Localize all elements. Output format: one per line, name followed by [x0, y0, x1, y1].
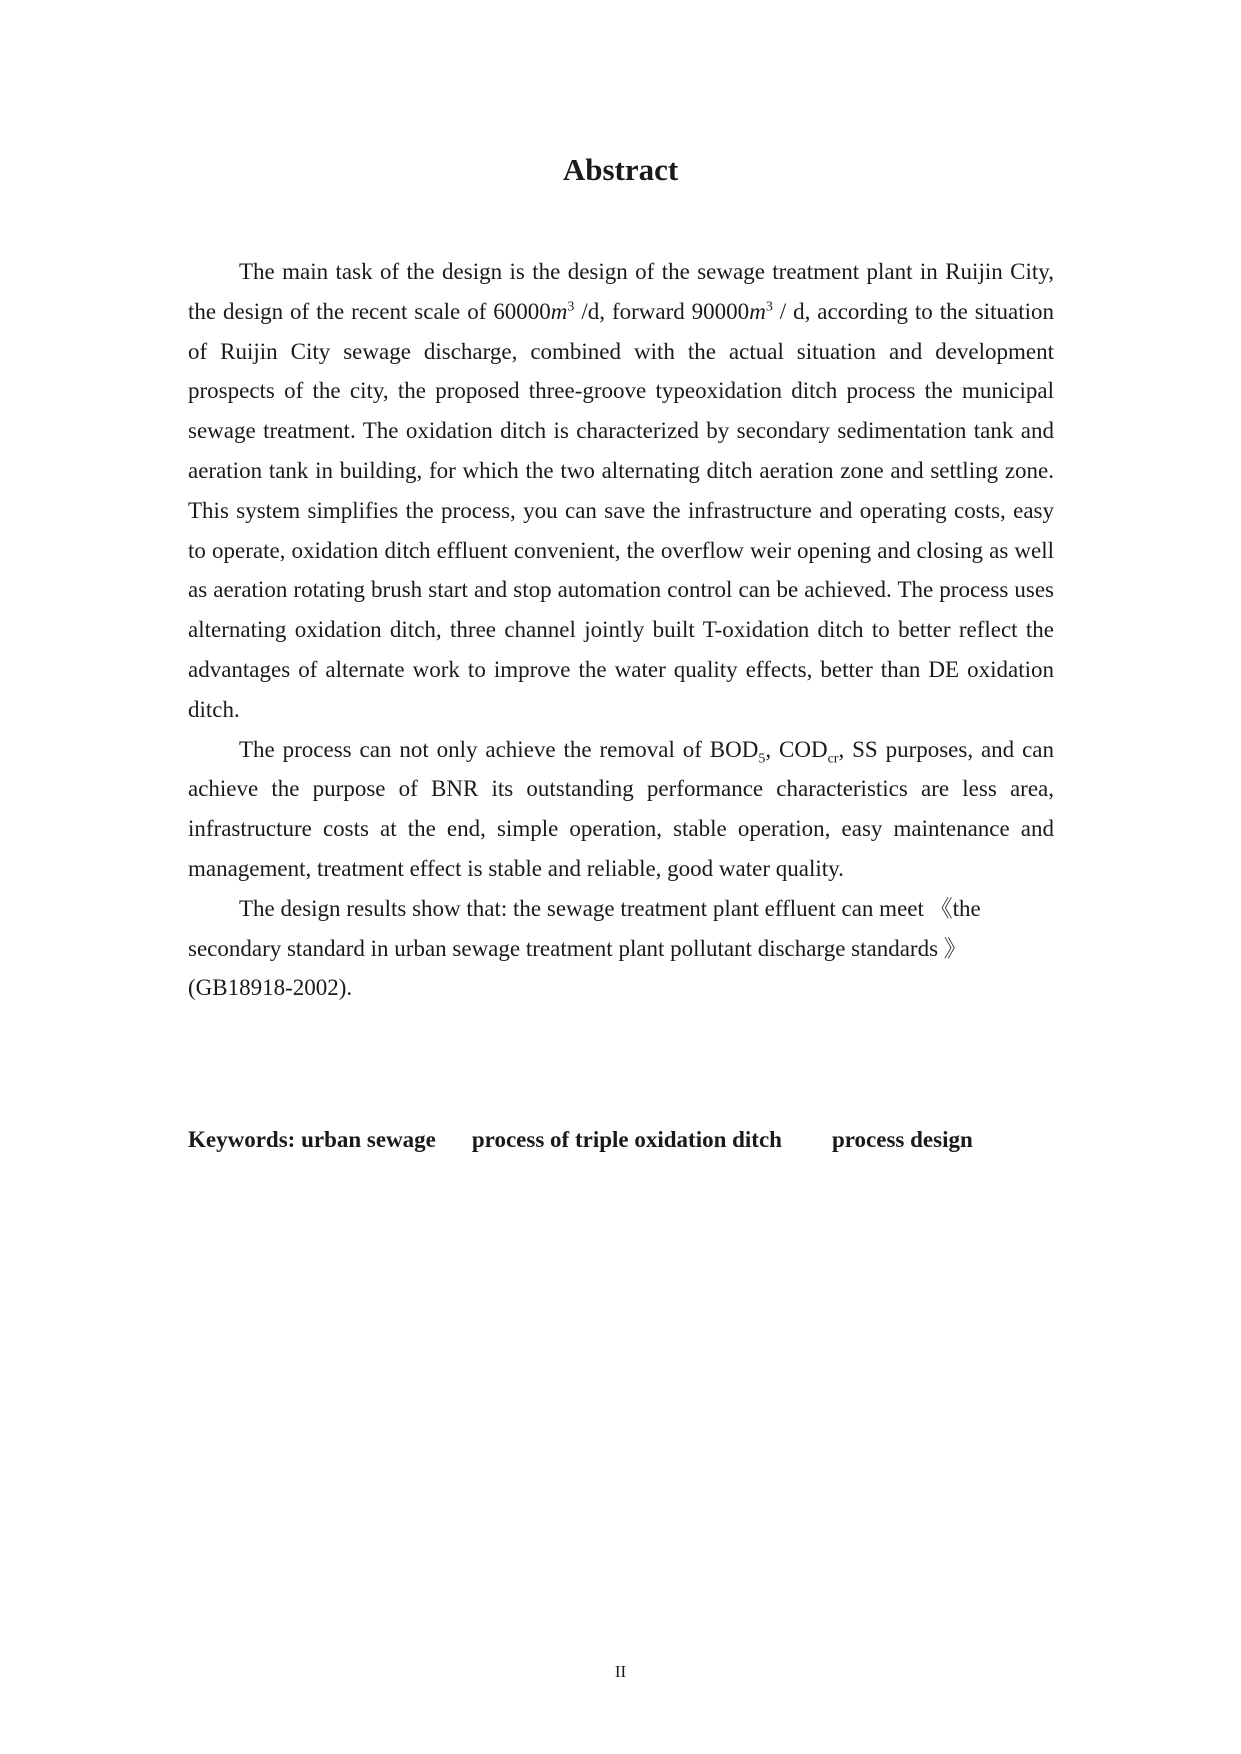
abstract-paragraph-2: [188, 730, 1054, 889]
cod-subscript: cr: [827, 751, 839, 767]
keyword-item: process of triple oxidation ditch: [471, 1127, 782, 1152]
p2-text-start: The process can not only achieve the removal of BOD: [239, 736, 759, 762]
abstract-paragraph-3: The design results show that: the sewage treatment plant effluent can meet 《the secondary standard in urban sewage treatment plant pollutant discharge standards 》 (GB18918-2002).: [188, 895, 981, 1001]
page-number: II: [614, 1662, 627, 1681]
p2-text-mid: , COD: [765, 736, 828, 762]
p1-text-end: / d, according to the situation of Ruijin City sewage discharge, combined with the actual situation and development prospects of the city, the proposed three-groove typeoxidation ditch process the municipal sewage treatment. The oxidation ditch is characterized by secondary sedimentation tank and aeration tank in building, for which the two alternating ditch aeration zone and settling zone. This system simplifies the process, you can save the infrastructure and operating costs, easy to operate, oxidation ditch effluent convenient, the overflow weir opening and closing as well as aeration rotating brush start and stop automation control can be achieved. The process uses alternating oxidation ditch, three channel jointly built T-oxidation ditch to better reflect the advantages of alternate work to improve the water quality effects, better than DE oxidation ditch.: [188, 298, 1054, 722]
keywords-label: Keywords:: [188, 1127, 296, 1152]
bod-subscript: 5: [758, 751, 766, 767]
p1-text-start: The main task of the design is the design of the sewage treatment plant in Ruijin City, the design of the recent scale of 60000: [188, 259, 1054, 324]
unit-m: m: [550, 298, 568, 324]
unit-m: m: [749, 298, 766, 324]
abstract-body: [188, 252, 1054, 1008]
keywords-line: [188, 1124, 1088, 1156]
unit-exponent: 3: [765, 299, 773, 315]
keyword-item: urban sewage: [301, 1127, 436, 1152]
p2-text-end: , SS purposes, and can achieve the purpose of BNR its outstanding performance characteristics are less area, infrastructure costs at the end, simple operation, stable operation, easy maintenance and management, treatment effect is stable and reliable, good water quality.: [188, 736, 1054, 881]
page-title: Abstract: [562, 152, 679, 187]
unit-exponent: 3: [567, 299, 575, 315]
keyword-item: process design: [831, 1127, 973, 1152]
p1-text-mid: /d, forward 90000: [574, 298, 750, 324]
abstract-paragraph-1: [188, 252, 1054, 730]
